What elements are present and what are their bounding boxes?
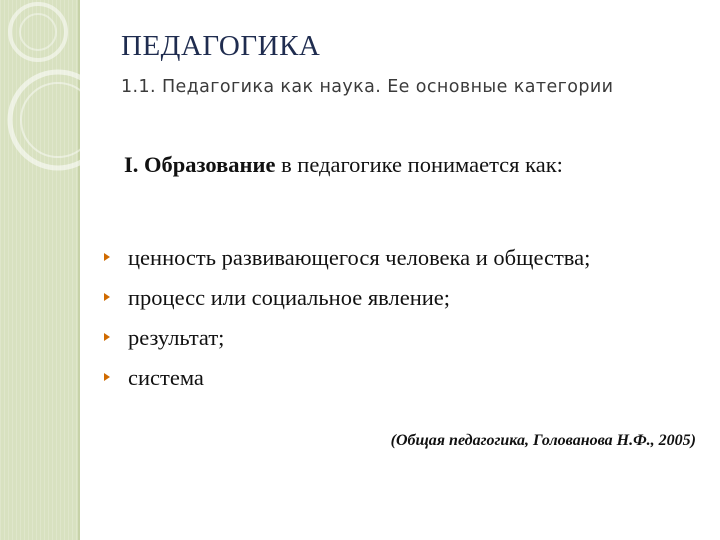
list-item (104, 322, 696, 353)
lead-bold-term: I. Образование (124, 152, 276, 177)
lead-sentence (124, 152, 563, 178)
list-item-text: процесс или социальное явление; (128, 285, 451, 310)
list-item-text: ценность развивающегося человека и общества; (128, 245, 591, 270)
bullet-marker-icon (104, 253, 110, 261)
list-item-text: система (128, 365, 204, 390)
bullet-marker-icon (104, 373, 110, 381)
decorative-rings-icon (0, 0, 130, 190)
bullet-marker-icon (104, 333, 110, 341)
page-title: ПЕДАГОГИКА (121, 30, 321, 62)
citation-source: (Общая педагогика, Голованова Н.Ф., 2005) (390, 432, 696, 449)
bullet-marker-icon (104, 293, 110, 301)
bullet-list (104, 242, 696, 402)
page-subtitle: 1.1. Педагогика как наука. Ее основные категории (121, 77, 614, 97)
list-item (104, 362, 696, 393)
list-item-text: результат; (128, 325, 225, 350)
list-item (104, 282, 696, 313)
list-item (104, 242, 696, 273)
lead-rest: в педагогике понимается как: (275, 152, 563, 177)
